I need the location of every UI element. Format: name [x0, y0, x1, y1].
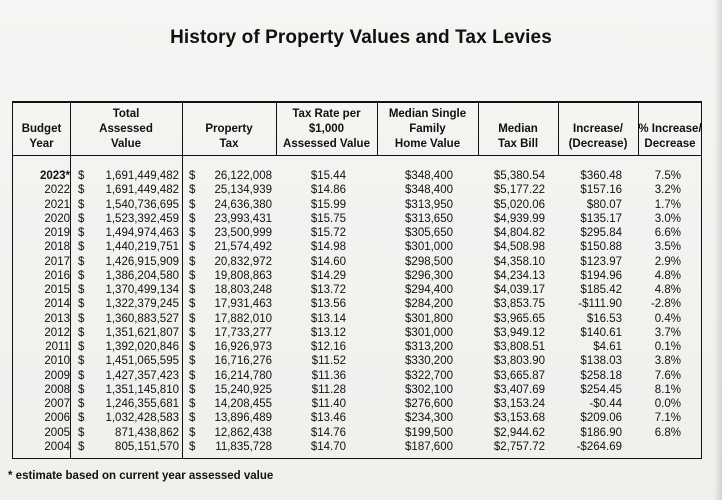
cell-pct-increase: 6.8%: [654, 426, 681, 439]
cell-median-tax-bill: $3,808.51: [493, 341, 545, 353]
cell-assessed-dollar: $: [78, 426, 85, 439]
cell-increase-decrease: $157.16: [580, 184, 622, 197]
cell-property-tax: 21,574,492: [214, 241, 272, 254]
cell-increase-decrease: -$111.90: [578, 298, 622, 311]
cell-budget-year: 2014: [44, 298, 70, 311]
cell-total-assessed-value: 1,691,449,482: [105, 170, 179, 182]
cell-tax-rate: $15.72: [310, 227, 346, 239]
cell-pct-increase: 7.5%: [654, 170, 681, 182]
table-row: [13, 426, 701, 440]
cell-property-tax: 11,835,728: [215, 440, 272, 453]
cell-total-assessed-value: 1,246,355,681: [105, 398, 179, 410]
cell-budget-year: 2005: [44, 426, 70, 439]
cell-median-tax-bill: $4,039.17: [493, 284, 545, 296]
cell-median-home-value: $294,400: [405, 284, 453, 296]
cell-median-tax-bill: $4,804.82: [493, 227, 545, 239]
column-divider: [276, 103, 277, 155]
cell-tax-rate: $14.60: [310, 255, 346, 268]
cell-assessed-dollar: $: [78, 269, 85, 282]
page-shadow: [714, 0, 722, 500]
cell-increase-decrease: -$0.44: [589, 398, 622, 410]
page-title: History of Property Values and Tax Levies: [170, 27, 552, 48]
cell-assessed-dollar: $: [78, 398, 85, 410]
cell-property-tax: 16,716,276: [214, 355, 272, 368]
cell-tax-rate: $14.98: [310, 241, 346, 254]
cell-increase-decrease: $194.96: [580, 269, 622, 282]
cell-assessed-dollar: $: [78, 312, 85, 325]
cell-total-assessed-value: 1,322,379,245: [105, 298, 179, 311]
cell-assessed-dollar: $: [78, 212, 85, 225]
cell-median-home-value: $301,800: [405, 312, 453, 325]
cell-assessed-dollar: $: [78, 355, 85, 368]
cell-assessed-dollar: $: [78, 170, 85, 182]
cell-budget-year: 2022: [44, 184, 70, 197]
cell-median-tax-bill: $5,177.22: [493, 184, 545, 197]
table-row: [13, 397, 701, 411]
table-row: [13, 240, 701, 254]
header-budget-year: Budget Year: [21, 123, 62, 150]
cell-property-tax: 16,926,973: [214, 341, 272, 353]
cell-total-assessed-value: 1,540,736,695: [105, 198, 179, 211]
cell-median-tax-bill: $3,153.24: [493, 398, 545, 410]
cell-budget-year: 2018: [44, 241, 70, 254]
cell-assessed-dollar: $: [78, 227, 85, 239]
table-row: [13, 312, 701, 326]
cell-property-tax: 17,882,010: [214, 312, 272, 325]
cell-tax-dollar: $: [189, 326, 196, 339]
cell-budget-year: 2019: [44, 227, 70, 239]
cell-total-assessed-value: 1,351,145,810: [105, 383, 179, 396]
cell-median-home-value: $284,200: [405, 298, 453, 311]
cell-median-home-value: $187,600: [405, 440, 453, 453]
property-values-table: [12, 101, 702, 459]
table-row: [13, 255, 701, 269]
cell-pct-increase: 4.8%: [654, 284, 681, 296]
table-row: [13, 212, 701, 226]
cell-total-assessed-value: 1,032,428,583: [105, 412, 179, 425]
header-tax-rate: Tax Rate per $1,000 Assessed Value: [283, 108, 370, 150]
cell-increase-decrease: $186.90: [580, 426, 622, 439]
table-row: [13, 226, 701, 240]
cell-budget-year: 2017: [44, 255, 70, 268]
cell-pct-increase: 8.1%: [654, 383, 681, 396]
cell-pct-increase: 3.7%: [654, 326, 681, 339]
cell-median-home-value: $296,300: [405, 269, 453, 282]
table-row: [13, 297, 701, 311]
cell-tax-dollar: $: [189, 198, 196, 211]
cell-increase-decrease: $16.53: [586, 312, 622, 325]
cell-total-assessed-value: 1,523,392,459: [105, 212, 179, 225]
cell-tax-rate: $11.28: [311, 383, 346, 396]
cell-tax-dollar: $: [189, 398, 196, 410]
cell-total-assessed-value: 1,426,915,909: [105, 255, 179, 268]
cell-increase-decrease: $209.06: [580, 412, 622, 425]
cell-assessed-dollar: $: [78, 412, 85, 425]
cell-median-home-value: $322,700: [405, 369, 453, 382]
cell-tax-dollar: $: [189, 298, 196, 311]
cell-tax-rate: $14.86: [310, 184, 346, 197]
cell-total-assessed-value: 1,351,621,807: [105, 326, 179, 339]
cell-total-assessed-value: 1,370,499,134: [105, 284, 179, 296]
cell-increase-decrease: $295.84: [580, 227, 622, 239]
cell-property-tax: 14,208,455: [214, 398, 272, 410]
cell-tax-dollar: $: [189, 369, 196, 382]
cell-increase-decrease: $138.03: [580, 355, 622, 368]
cell-total-assessed-value: 1,440,219,751: [105, 241, 179, 254]
cell-tax-dollar: $: [189, 440, 196, 453]
cell-increase-decrease: $185.42: [580, 284, 622, 296]
cell-tax-rate: $13.14: [310, 312, 346, 325]
cell-pct-increase: 0.4%: [654, 312, 681, 325]
table-row: [13, 383, 701, 397]
cell-total-assessed-value: 871,438,862: [115, 426, 179, 439]
cell-budget-year: 2006: [44, 412, 70, 425]
footnote: * estimate based on current year assessed value: [8, 470, 274, 482]
cell-property-tax: 16,214,780: [214, 369, 272, 382]
cell-property-tax: 24,636,380: [214, 198, 272, 211]
header-median-home-value: Median Single Family Home Value: [388, 108, 467, 150]
cell-tax-rate: $12.16: [310, 341, 346, 353]
cell-median-home-value: $330,200: [405, 355, 453, 368]
cell-increase-decrease: -$264.69: [576, 440, 622, 453]
table-row: [13, 354, 701, 368]
cell-property-tax: 19,808,863: [214, 269, 272, 282]
cell-tax-rate: $13.72: [310, 284, 346, 296]
cell-pct-increase: 3.8%: [654, 355, 681, 368]
cell-median-home-value: $276,600: [405, 398, 453, 410]
cell-tax-rate: $15.44: [310, 170, 346, 182]
cell-increase-decrease: $135.17: [580, 212, 622, 225]
header-total-assessed-value: Total Assessed Value: [99, 108, 153, 150]
cell-increase-decrease: $254.45: [580, 383, 622, 396]
cell-tax-rate: $14.29: [310, 269, 346, 282]
cell-assessed-dollar: $: [78, 284, 85, 296]
cell-assessed-dollar: $: [78, 326, 85, 339]
column-divider: [478, 103, 479, 155]
cell-tax-dollar: $: [189, 312, 196, 325]
cell-budget-year: 2007: [44, 398, 70, 410]
table-row: [13, 440, 701, 454]
cell-median-tax-bill: $3,407.69: [493, 383, 545, 396]
cell-tax-dollar: $: [189, 227, 196, 239]
cell-pct-increase: 3.0%: [654, 212, 681, 225]
cell-property-tax: 23,500,999: [214, 227, 272, 239]
header-property-tax: Property Tax: [205, 123, 253, 150]
cell-pct-increase: 3.5%: [654, 241, 681, 254]
table-row: [13, 369, 701, 383]
cell-median-home-value: $348,400: [405, 184, 453, 197]
cell-median-tax-bill: $3,949.12: [493, 326, 545, 339]
cell-budget-year: 2015: [44, 284, 70, 296]
cell-assessed-dollar: $: [78, 255, 85, 268]
cell-increase-decrease: $4.61: [593, 341, 622, 353]
cell-median-home-value: $234,300: [405, 412, 453, 425]
cell-property-tax: 25,134,939: [214, 184, 272, 197]
cell-assessed-dollar: $: [78, 440, 85, 453]
cell-tax-dollar: $: [189, 184, 196, 197]
cell-tax-dollar: $: [189, 170, 196, 182]
cell-property-tax: 12,862,438: [214, 426, 272, 439]
cell-tax-dollar: $: [189, 284, 196, 296]
cell-budget-year: 2013: [44, 312, 70, 325]
header-increase-decrease: Increase/ (Decrease): [568, 123, 628, 150]
cell-total-assessed-value: 1,451,065,595: [105, 355, 179, 368]
cell-tax-dollar: $: [189, 255, 196, 268]
cell-tax-rate: $14.70: [310, 440, 346, 453]
cell-increase-decrease: $150.88: [580, 241, 622, 254]
cell-pct-increase: 2.9%: [654, 255, 681, 268]
cell-budget-year: 2016: [44, 269, 70, 282]
cell-increase-decrease: $258.18: [580, 369, 622, 382]
cell-median-home-value: $302,100: [405, 383, 453, 396]
cell-budget-year: 2009: [44, 369, 70, 382]
cell-tax-dollar: $: [189, 212, 196, 225]
cell-tax-rate: $15.75: [310, 212, 346, 225]
cell-tax-dollar: $: [189, 241, 196, 254]
cell-property-tax: 18,803,248: [214, 284, 272, 296]
cell-tax-dollar: $: [189, 355, 196, 368]
cell-tax-rate: $13.12: [310, 326, 346, 339]
cell-tax-dollar: $: [189, 269, 196, 282]
cell-tax-dollar: $: [189, 426, 196, 439]
cell-pct-increase: -2.8%: [650, 298, 681, 311]
cell-budget-year: 2008: [44, 383, 70, 396]
cell-pct-increase: 0.1%: [654, 341, 681, 353]
cell-median-tax-bill: $3,853.75: [493, 298, 545, 311]
cell-median-tax-bill: $2,944.62: [493, 426, 545, 439]
cell-tax-rate: $15.99: [310, 198, 346, 211]
table-row: [13, 183, 701, 197]
cell-total-assessed-value: 1,392,020,846: [105, 341, 179, 353]
cell-property-tax: 17,733,277: [214, 326, 272, 339]
cell-median-home-value: $313,650: [405, 212, 453, 225]
cell-increase-decrease: $80.07: [586, 198, 622, 211]
cell-budget-year: 2010: [44, 355, 70, 368]
table-header: [13, 103, 701, 156]
table-row: [13, 340, 701, 354]
cell-property-tax: 13,896,489: [214, 412, 272, 425]
cell-increase-decrease: $123.97: [580, 255, 622, 268]
cell-assessed-dollar: $: [78, 298, 85, 311]
cell-property-tax: 15,240,925: [214, 383, 272, 396]
column-divider: [638, 103, 639, 155]
cell-median-tax-bill: $4,358.10: [493, 255, 545, 268]
cell-median-home-value: $348,400: [405, 170, 453, 182]
cell-median-home-value: $313,950: [405, 198, 453, 211]
cell-tax-rate: $11.52: [311, 355, 346, 368]
cell-pct-increase: 0.0%: [654, 398, 681, 410]
table-row: [13, 411, 701, 425]
cell-median-home-value: $313,200: [405, 341, 453, 353]
cell-median-tax-bill: $3,965.65: [493, 312, 545, 325]
cell-median-tax-bill: $5,380.54: [493, 170, 545, 182]
cell-budget-year: 2023*: [39, 170, 70, 182]
header-pct-increase-decrease: % Increase/ Decrease: [638, 123, 702, 150]
cell-property-tax: 23,993,431: [214, 212, 272, 225]
cell-budget-year: 2004: [44, 440, 70, 453]
cell-tax-rate: $13.46: [310, 412, 346, 425]
cell-median-tax-bill: $4,234.13: [493, 269, 545, 282]
cell-assessed-dollar: $: [78, 241, 85, 254]
cell-pct-increase: 3.2%: [654, 184, 681, 197]
cell-increase-decrease: $360.48: [580, 170, 622, 182]
cell-assessed-dollar: $: [78, 198, 85, 211]
table-row: [13, 169, 701, 183]
cell-total-assessed-value: 1,427,357,423: [105, 369, 179, 382]
table-body: [13, 169, 701, 454]
cell-median-tax-bill: $4,939.99: [493, 212, 545, 225]
table-row: [13, 283, 701, 297]
cell-median-tax-bill: $4,508.98: [493, 241, 545, 254]
column-divider: [558, 103, 559, 155]
cell-median-home-value: $301,000: [405, 241, 453, 254]
cell-median-tax-bill: $3,665.87: [493, 369, 545, 382]
cell-total-assessed-value: 1,494,974,463: [105, 227, 179, 239]
cell-median-tax-bill: $2,757.72: [493, 440, 545, 453]
cell-total-assessed-value: 1,386,204,580: [105, 269, 179, 282]
cell-tax-dollar: $: [189, 412, 196, 425]
cell-tax-rate: $11.36: [311, 369, 346, 382]
cell-tax-rate: $14.76: [310, 426, 346, 439]
cell-tax-rate: $13.56: [310, 298, 346, 311]
cell-assessed-dollar: $: [78, 184, 85, 197]
cell-total-assessed-value: 1,360,883,527: [105, 312, 179, 325]
cell-pct-increase: 7.1%: [654, 412, 681, 425]
cell-tax-rate: $11.40: [311, 398, 346, 410]
cell-median-tax-bill: $5,020.06: [493, 198, 545, 211]
cell-pct-increase: 7.6%: [654, 369, 681, 382]
cell-median-home-value: $298,500: [405, 255, 453, 268]
cell-assessed-dollar: $: [78, 341, 85, 353]
cell-assessed-dollar: $: [78, 383, 85, 396]
cell-budget-year: 2012: [44, 326, 70, 339]
cell-median-tax-bill: $3,153.68: [493, 412, 545, 425]
cell-increase-decrease: $140.61: [580, 326, 622, 339]
table-row: [13, 326, 701, 340]
cell-median-tax-bill: $3,803.90: [493, 355, 545, 368]
table-row: [13, 269, 701, 283]
cell-budget-year: 2021: [44, 198, 70, 211]
cell-total-assessed-value: 805,151,570: [115, 440, 179, 453]
cell-property-tax: 20,832,972: [214, 255, 272, 268]
cell-tax-dollar: $: [189, 383, 196, 396]
cell-pct-increase: 1.7%: [654, 198, 681, 211]
cell-median-home-value: $305,650: [405, 227, 453, 239]
cell-budget-year: 2020: [44, 212, 70, 225]
cell-median-home-value: $199,500: [405, 426, 453, 439]
cell-property-tax: 17,931,463: [214, 298, 272, 311]
cell-pct-increase: 6.6%: [654, 227, 681, 239]
cell-median-home-value: $301,000: [405, 326, 453, 339]
cell-total-assessed-value: 1,691,449,482: [105, 184, 179, 197]
cell-tax-dollar: $: [189, 341, 196, 353]
cell-pct-increase: 4.8%: [654, 269, 681, 282]
header-median-tax-bill: Median Tax Bill: [497, 123, 539, 150]
cell-property-tax: 26,122,008: [214, 170, 272, 182]
cell-budget-year: 2011: [45, 341, 70, 353]
cell-assessed-dollar: $: [78, 369, 85, 382]
table-row: [13, 198, 701, 212]
column-divider: [377, 103, 378, 155]
